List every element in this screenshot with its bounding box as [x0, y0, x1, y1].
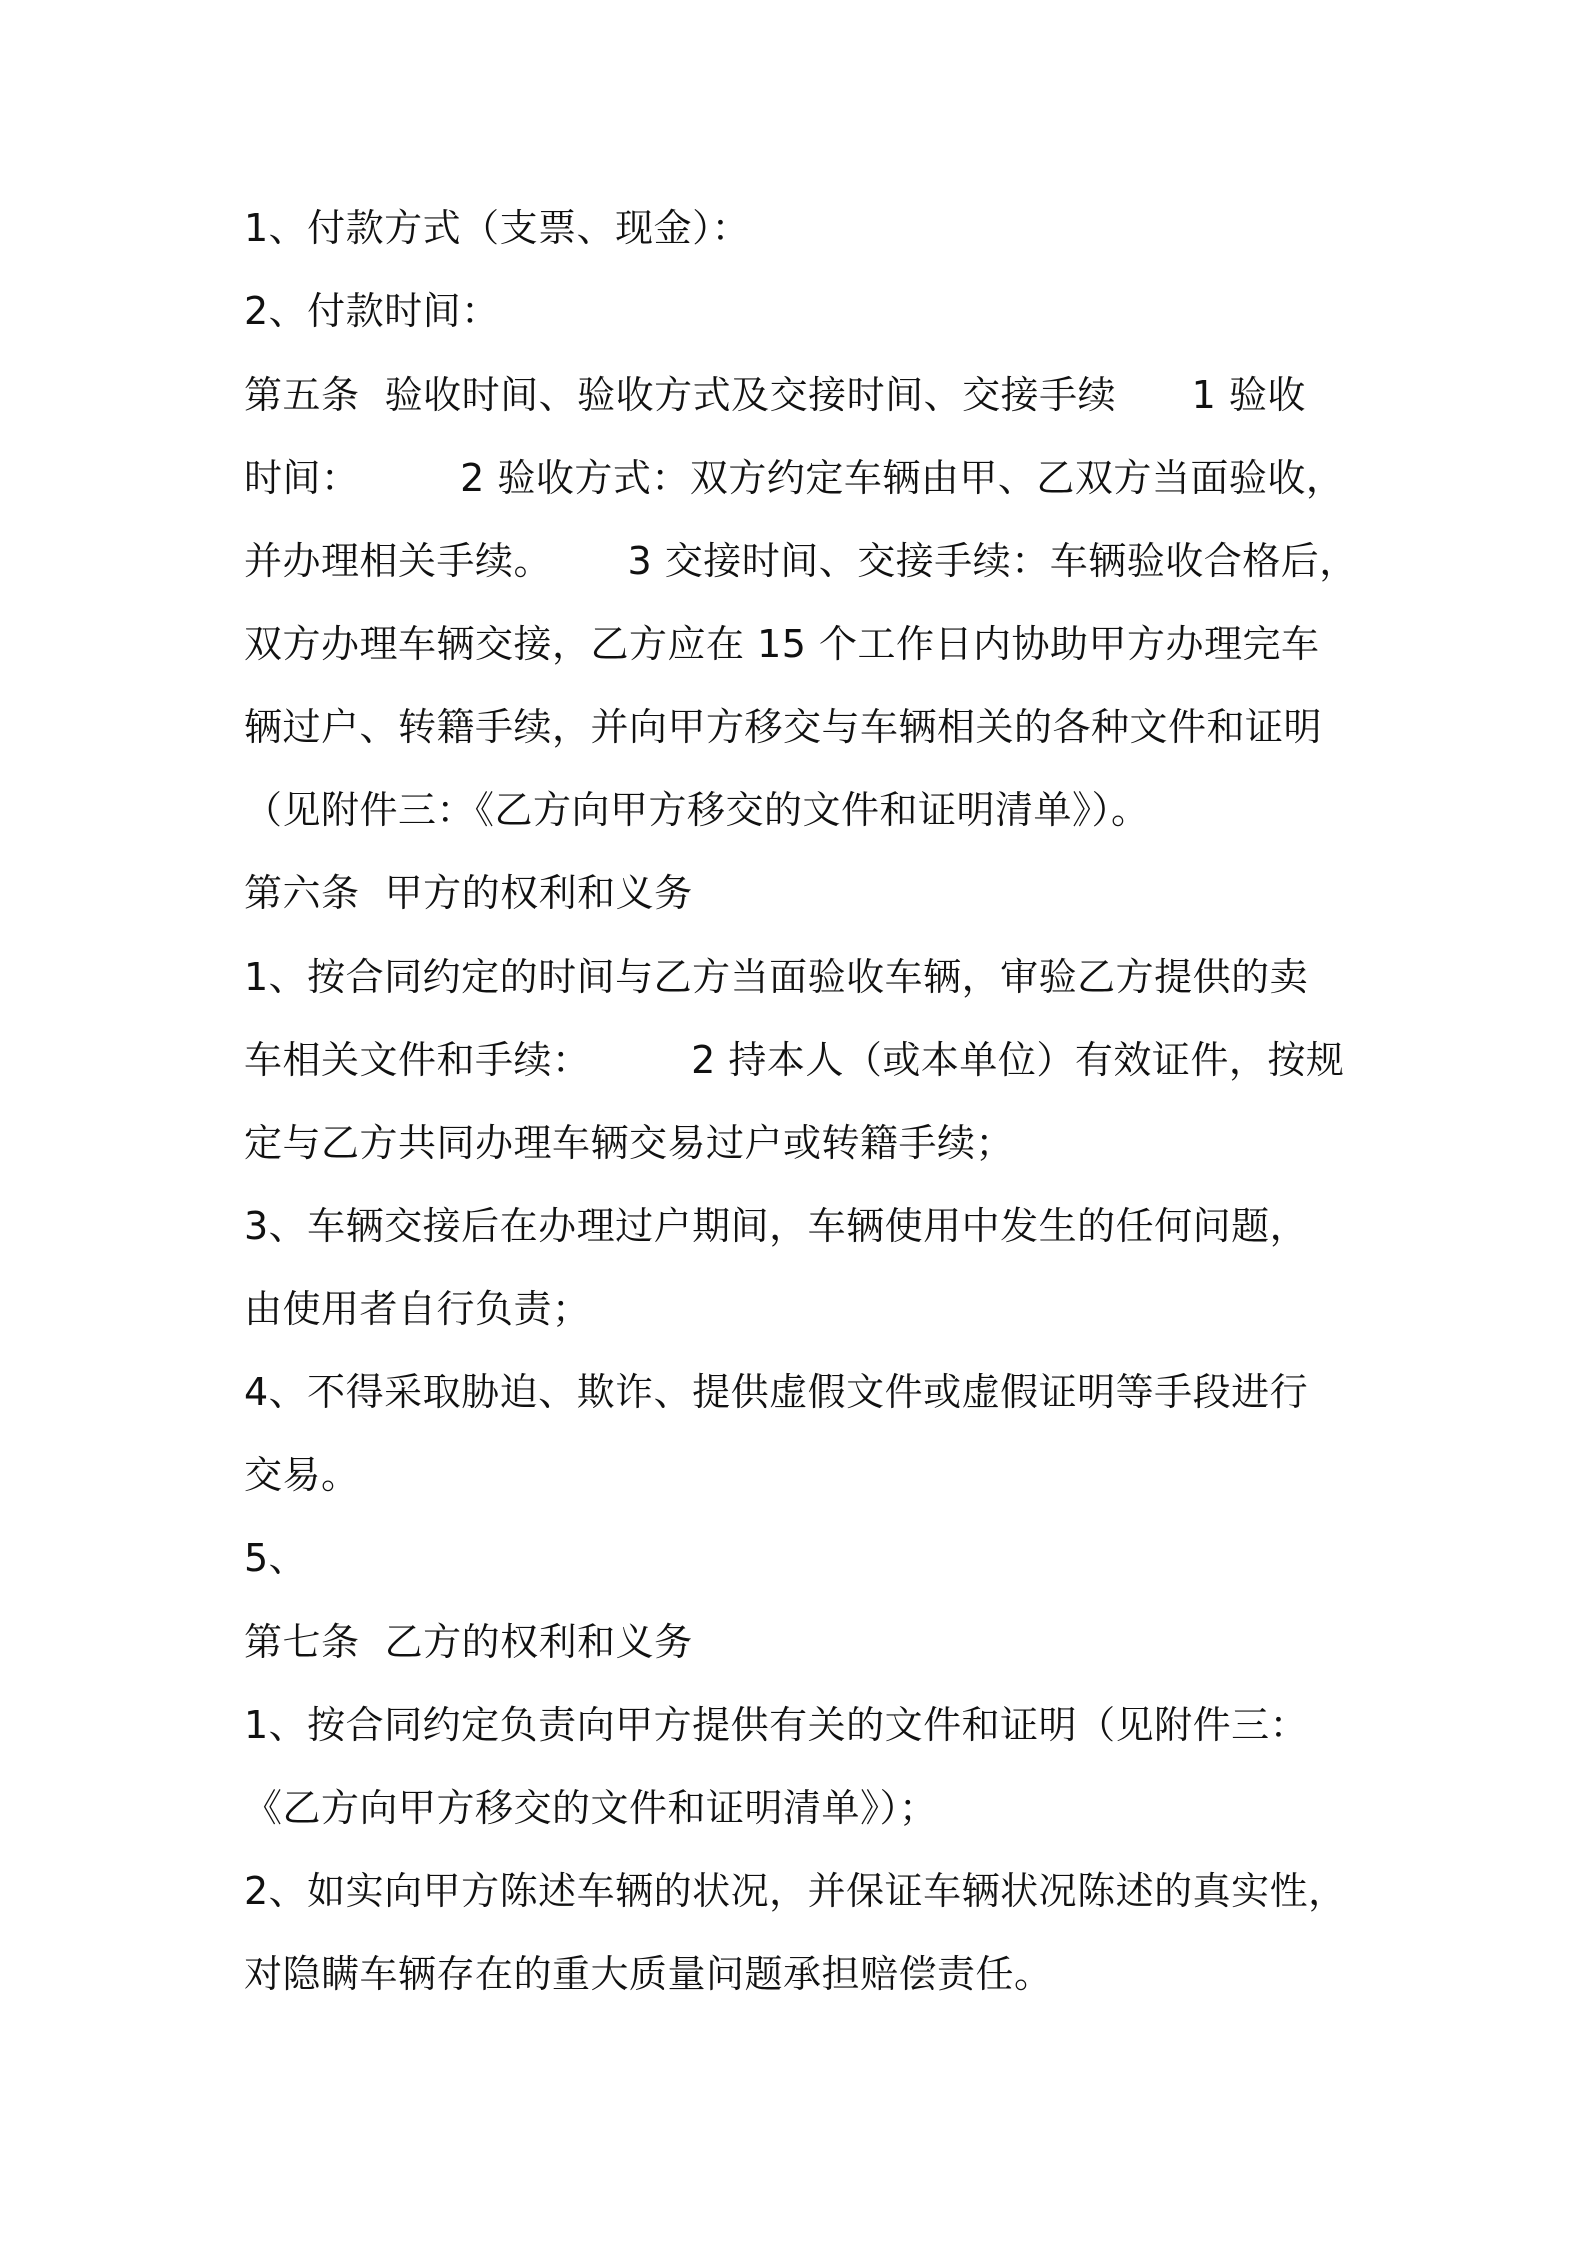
- text-line: 1、按合同约定负责向甲方提供有关的文件和证明（见附件三：: [244, 1703, 1309, 1747]
- text-line: 《乙方向甲方移交的文件和证明清单》）；: [244, 1786, 938, 1830]
- text-line: 辆过户、转籍手续，并向甲方移交与车辆相关的各种文件和证明: [244, 705, 1323, 749]
- text-line: 双方办理车辆交接，乙方应在 15 个工作日内协助甲方办理完车: [244, 622, 1320, 666]
- text-line: （见附件三：《乙方向甲方移交的文件和证明清单》）。: [244, 788, 1150, 832]
- text-line: 第七条 乙方的权利和义务: [244, 1620, 693, 1664]
- text-line: 车相关文件和手续： 2 持本人（或本单位）有效证件，按规: [244, 1038, 1345, 1082]
- text-line: 4、不得采取胁迫、欺诈、提供虚假文件或虚假证明等手段进行: [244, 1370, 1309, 1414]
- text-line: 3、车辆交接后在办理过户期间，车辆使用中发生的任何问题，: [244, 1204, 1309, 1248]
- text-line: 并办理相关手续。 3 交接时间、交接手续：车辆验收合格后，: [244, 539, 1358, 583]
- text-line: 定与乙方共同办理车辆交易过户或转籍手续；: [244, 1121, 1015, 1165]
- text-line: 由使用者自行负责；: [244, 1287, 591, 1331]
- text-line: 第六条 甲方的权利和义务: [244, 871, 693, 915]
- text-line: 第五条 验收时间、验收方式及交接时间、交接手续 1 验收: [244, 373, 1306, 417]
- text-line: 5、: [244, 1536, 308, 1580]
- text-line: 2、付款时间：: [244, 289, 500, 333]
- text-line: 交易。: [244, 1453, 360, 1497]
- text-line: 对隐瞒车辆存在的重大质量问题承担赔偿责任。: [244, 1952, 1053, 1996]
- text-line: 时间： 2 验收方式：双方约定车辆由甲、乙双方当面验收，: [244, 456, 1345, 500]
- text-line: 1、按合同约定的时间与乙方当面验收车辆，审验乙方提供的卖: [244, 955, 1309, 999]
- text-line: 1、付款方式（支票、现金）：: [244, 206, 751, 250]
- text-line: 2、如实向甲方陈述车辆的状况，并保证车辆状况陈述的真实性，: [244, 1869, 1347, 1913]
